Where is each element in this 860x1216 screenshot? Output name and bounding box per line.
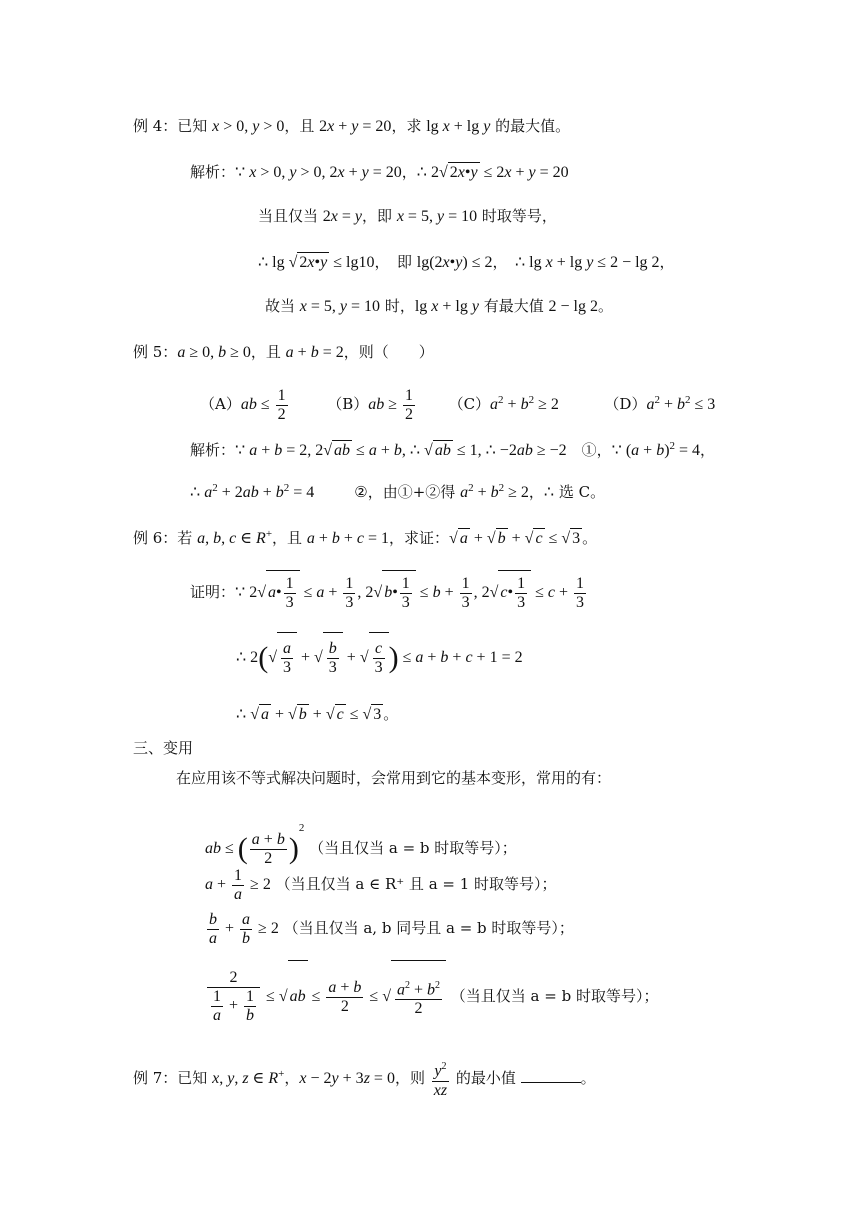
ex5-options [200,378,715,422]
formula-2: a + $\frac{1}{a}$ ≥ 2 （当且仅当 a ∈ R⁺ 且 a = 1 时取等号）； [205,866,557,903]
ex5-line1: 解析：∵ a + b = 2, 2√ ab ≤ a + b, ∴ √ ab ≤ 1, ∴ −2ab ≥ −2 ①，∵ $(a + b)^2 = 4$， [190,440,716,459]
ex5-title: 例 5：a ≥ 0, b ≥ 0，且 a + b = 2，则（ ） [133,343,434,361]
ex4-title: 例 4：已知 x > 0, y > 0，且 2x + y = 20，求 lg x + lg y 的最大值。 [133,117,571,135]
section-intro: 在应用该不等式解决问题时，会常用到它的基本变形，常用的有： [176,769,612,787]
ex4-line1: 解析：∵ x > 0, y > 0, 2x + y = 20，∴ 2√ 2x•y ≤ 2x + y = 20 [190,163,569,181]
formula-1: ab ≤ ( $\frac{a + b}{2}$ )$^2$ （当且仅当 a = b 时取等号）； [205,822,517,867]
answer-blank[interactable] [521,1068,581,1083]
ex6-title: 例 6：若 a, b, c ∈ R+，且 a + b + c = 1，求证：√ a + √ b + √ c ≤ √ 3 。 [133,528,598,547]
ex6-line1: 证明：∵ 2√ a• $\frac{1}{3}$ ≤ a + $\frac{1}{3}$ , 2√ b• $\frac{1}{3}$ ≤ b + $\frac{1}{3}$ , 2√ c• $\frac{1}{3}$ ≤ c + $\frac{1}{3}$ [190,570,588,614]
ex6-line2: ∴ 2(√ $\frac{a}{3}$ + √ $\frac{b}{3}$ + √ $\frac{c}{3}$ ) ≤ a + b + c + 1 = 2 [236,632,523,682]
ex4-line2: 当且仅当 2x = y，即 x = 5, y = 10 时取等号， [258,207,557,225]
section-heading: 三、变用 [133,739,194,757]
ex5-line2: ∴ $a^2 + 2ab + b^2 = 4$ ②，由①+②得 $a^2 + b^2 \ge 2$，∴ 选 C。 [190,482,606,501]
option-a: （A）ab ≤ $\frac{1}{2}$ [200,386,286,423]
option-d: $(D)a^2 + b^2 \le 3$ [604,394,716,413]
ex7-title: 例 7：已知 x, y, z ∈ R+，x − 2y + 3z = 0，则 $\frac{y^2}{xz}$ 的最小值 。 [133,1052,596,1096]
option-c: $(C)a^2 + b^2 \ge 2$ [448,394,559,413]
ex4-line3: ∴ lg √ 2x•y ≤ lg10， 即 lg(2x•y) ≤ 2， ∴ lg x + lg y ≤ 2 − lg 2， [258,253,675,271]
ex4-line4: 故当 x = 5, y = 10 时，lg x + lg y 有最大值 2 − lg 2。 [265,297,614,315]
formula-3: $\frac{b}{a}$ + $\frac{a}{b}$ ≥ 2 （当且仅当 a, b 同号且 a = b 时取等号）； [209,910,574,947]
option-b: （B）ab ≥ $\frac{1}{2}$ [327,386,413,423]
formula-4: 2 $\frac{1}{a}$ + $\frac{1}{b}$ ≤ √ ab ≤ $\frac{a + b}{2}$ ≤ √ $\frac{a^2 + b^2}{2}$ （当且仅当 a = b 时取等号）； [205,960,658,1032]
ex6-line3: ∴ √ a + √ b + √ c ≤ √ 3 。 [236,705,399,723]
